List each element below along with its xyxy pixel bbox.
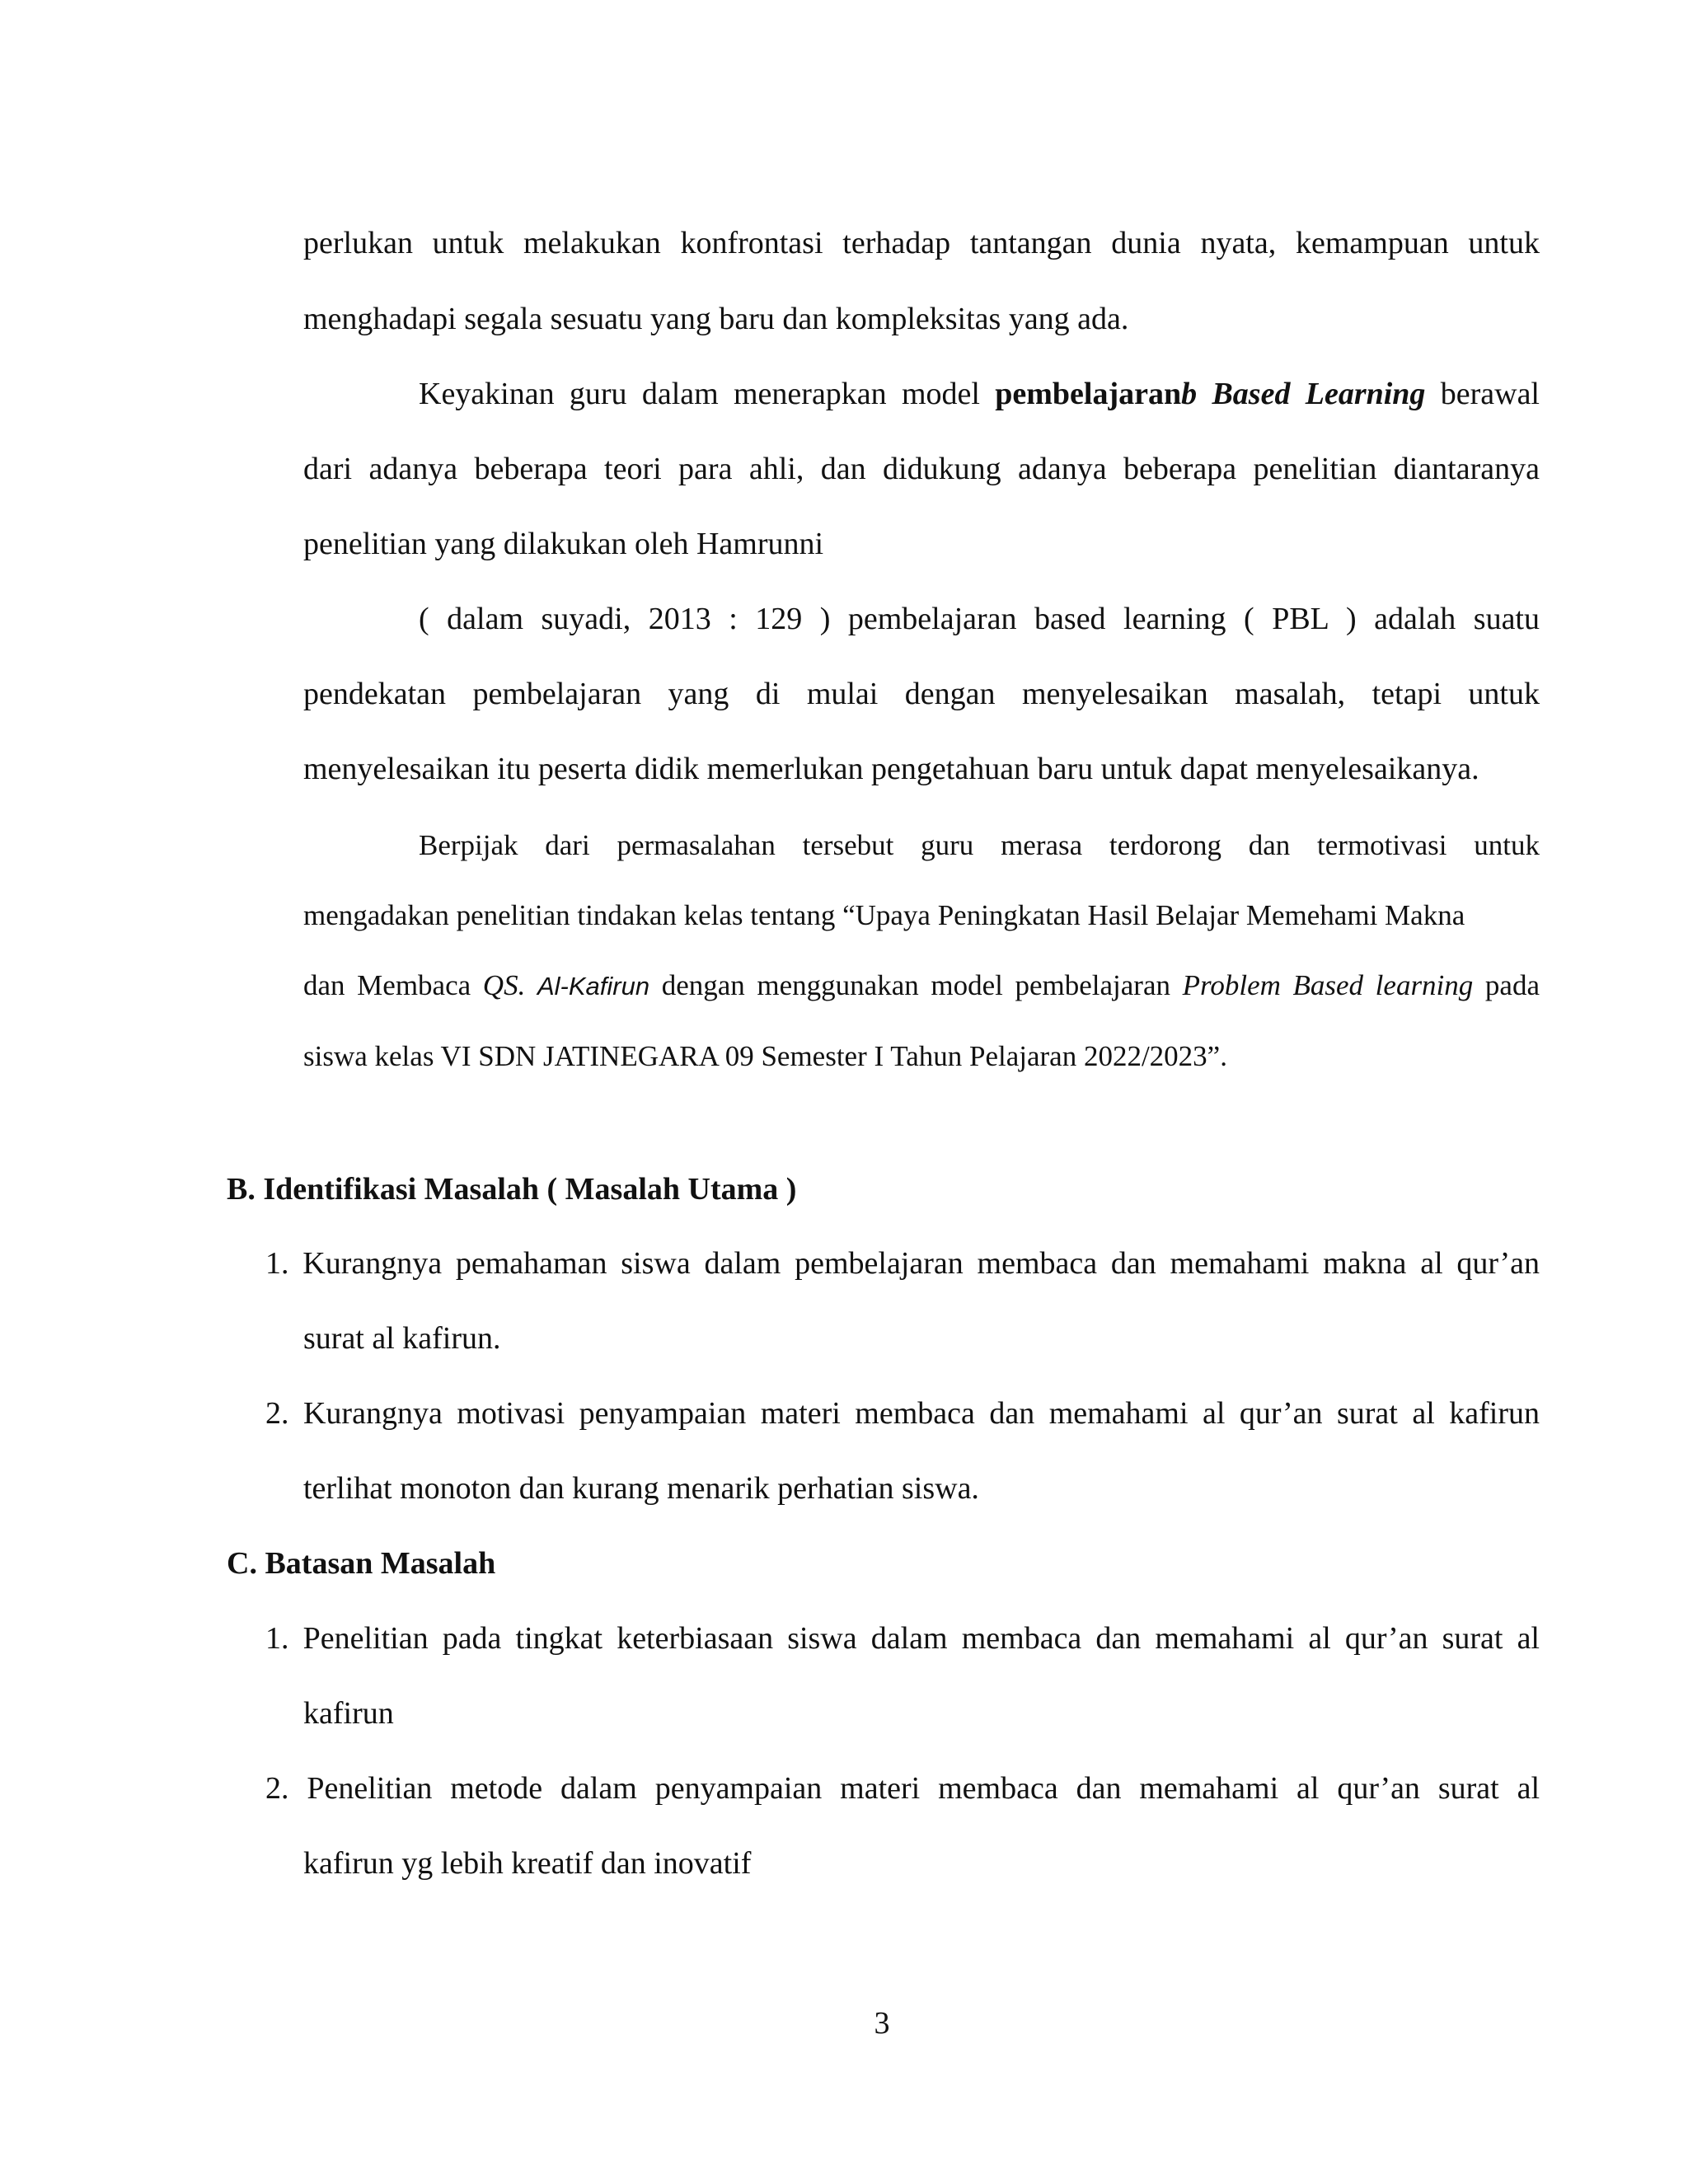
section-b-item-2-line-1: 2. Kurangnya motivasi penyampaian materi membaca dan memahami al qur’an surat al kafirun	[265, 1396, 1540, 1431]
section-c-item-2-line-2: kafirun yg lebih kreatif dan inovatif	[303, 1846, 752, 1881]
paragraph-4-text-end: pada	[1473, 969, 1540, 1001]
paragraph-3-line-2: pendekatan pembelajaran yang di mulai dengan menyelesaikan masalah, tetapi untuk	[303, 677, 1540, 711]
paragraph-2-bold-italic-term: b Based Learning	[1181, 377, 1426, 411]
paragraph-4-text-middle: dengan menggunakan model pembelajaran	[649, 969, 1183, 1001]
paragraph-1-line-2: menghadapi segala sesuatu yang baru dan kompleksitas yang ada.	[303, 302, 1129, 336]
paragraph-2-line-2: dari adanya beberapa teori para ahli, dan didukung adanya beberapa penelitian diantaranya	[303, 452, 1540, 486]
paragraph-4-line-1: Berpijak dari permasalahan tersebut guru merasa terdorong dan termotivasi untuk	[419, 829, 1540, 861]
section-b-item-1-line-2: surat al kafirun.	[303, 1321, 501, 1356]
paragraph-2-line-1	[419, 375, 1540, 413]
section-b-item-1-line-1: 1. Kurangnya pemahaman siswa dalam pembelajaran membaca dan memahami makna al qur’an	[265, 1246, 1540, 1281]
paragraph-2-bold-term: pembelajaran	[995, 377, 1182, 411]
paragraph-4-line-2: mengadakan penelitian tindakan kelas tentang “Upaya Peningkatan Hasil Belajar Memehami Makna	[303, 899, 1465, 931]
paragraph-3-line-3: menyelesaikan itu peserta didik memerlukan pengetahuan baru untuk dapat menyelesaikanya.	[303, 752, 1479, 786]
paragraph-4-line-4: siswa kelas VI SDN JATINEGARA 09 Semester I Tahun Pelajaran 2022/2023”.	[303, 1040, 1227, 1072]
paragraph-4-line-3	[303, 967, 1540, 1005]
page-number: 3	[874, 2006, 890, 2041]
section-c-item-2-line-1: 2. Penelitian metode dalam penyampaian materi membaca dan memahami al qur’an surat al	[265, 1771, 1540, 1806]
section-b-item-2-line-2: terlihat monoton dan kurang menarik perhatian siswa.	[303, 1471, 979, 1506]
paragraph-3-line-1: ( dalam suyadi, 2013 : 129 ) pembelajaran based learning ( PBL ) adalah suatu	[419, 602, 1540, 636]
surah-name: Al-Kafirun	[537, 972, 650, 1001]
paragraph-2-text-end: berawal	[1425, 377, 1540, 411]
section-c-heading: C. Batasan Masalah	[227, 1546, 496, 1581]
surah-abbrev: QS.	[482, 969, 526, 1001]
section-b-heading: B. Identifikasi Masalah ( Masalah Utama )	[227, 1172, 797, 1207]
paragraph-2-text-start: Keyakinan guru dalam menerapkan model	[419, 377, 996, 411]
model-name: Problem Based learning	[1182, 969, 1474, 1001]
paragraph-4-text-start: dan Membaca	[303, 969, 483, 1001]
paragraph-2-line-3: penelitian yang dilakukan oleh Hamrunni	[303, 527, 824, 561]
paragraph-1-line-1: perlukan untuk melakukan konfrontasi terhadap tantangan dunia nyata, kemampuan untuk	[303, 226, 1540, 260]
section-c-item-1-line-2: kafirun	[303, 1696, 394, 1731]
section-c-item-1-line-1: 1. Penelitian pada tingkat keterbiasaan siswa dalam membaca dan memahami al qur’an surat al	[265, 1621, 1540, 1656]
